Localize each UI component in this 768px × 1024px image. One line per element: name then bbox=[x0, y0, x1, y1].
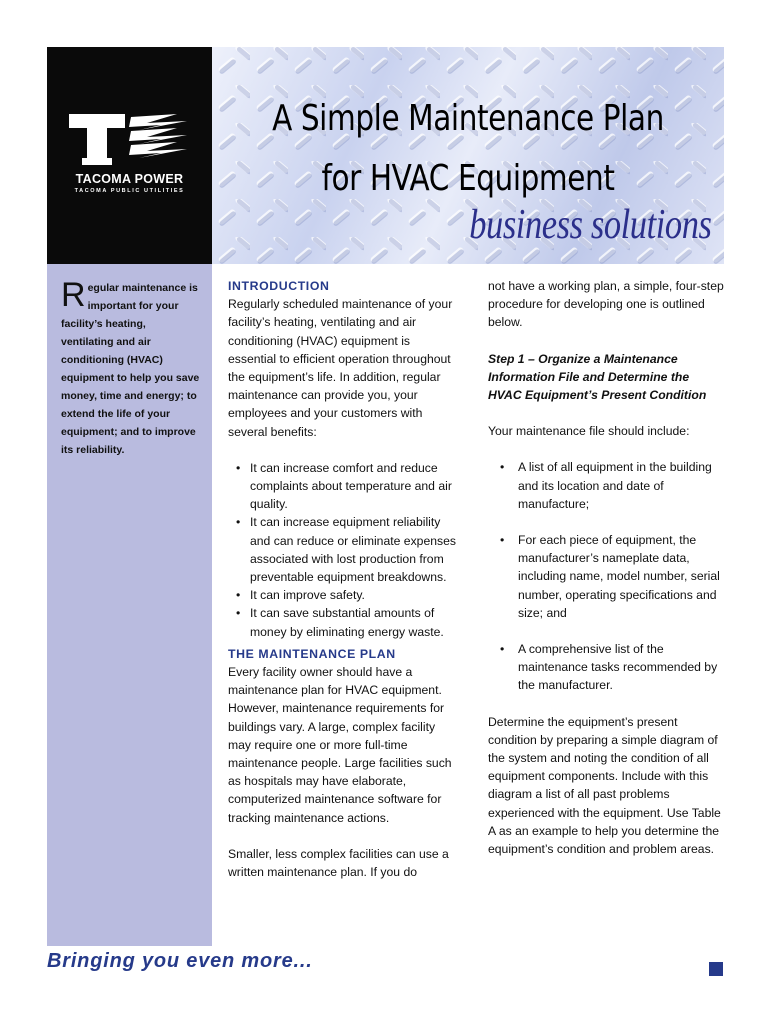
logo-name: TACOMA POWER bbox=[75, 172, 184, 186]
plan-paragraph-2: Smaller, less complex facilities can use a written maintenance plan. If you do bbox=[228, 846, 449, 880]
tagline: business solutions bbox=[469, 202, 712, 248]
list-item: • It can save substantial amounts of money by eliminating energy waste. bbox=[228, 604, 458, 640]
footer-square-icon bbox=[709, 962, 723, 976]
page-title-line2: for HVAC Equipment bbox=[321, 158, 615, 199]
continued-paragraph: not have a working plan, a simple, four-step procedure for developing one is outlined below. bbox=[488, 279, 724, 330]
column-2 bbox=[488, 277, 724, 858]
list-item: • It can improve safety. bbox=[228, 586, 458, 604]
column-1 bbox=[228, 277, 458, 881]
sidebar-summary bbox=[61, 276, 201, 459]
step-1-heading: Step 1 – Organize a Maintenance Information File and Determine the HVAC Equipment’s Present Condition bbox=[488, 351, 707, 403]
list-item: • It can increase comfort and reduce complaints about temperature and air quality. bbox=[228, 459, 458, 514]
file-intro: Your maintenance file should include: bbox=[488, 424, 690, 439]
dropcap: R bbox=[61, 276, 86, 314]
list-item: • A comprehensive list of the maintenance tasks recommended by the manufacturer. bbox=[488, 640, 724, 695]
intro-paragraph: Regularly scheduled maintenance of your facility’s heating, ventilating and air conditioning (HVAC) equipment is essential to efficient operation throughout the equipment’s life. In addition, regular maintenance can provide you, your employees and your customers with several benefits: bbox=[228, 297, 453, 439]
intro-heading: INTRODUCTION bbox=[228, 279, 330, 293]
page-title-line1: A Simple Maintenance Plan bbox=[272, 98, 664, 139]
list-item: • It can increase equipment reliability and can reduce or eliminate expenses associated with lost production from preventable equipment breakdowns. bbox=[228, 513, 458, 586]
sidebar-text: egular maintenance is important for your facility’s heating, ventilating and air conditioning (HVAC) equipment to help you save money, time and energy; to extend the life of your equipment; and to improve its reliability. bbox=[61, 282, 200, 456]
logo-subtitle: TACOMA PUBLIC UTILITIES bbox=[74, 188, 185, 194]
footer-slogan: Bringing you even more... bbox=[47, 950, 313, 972]
sidebar bbox=[47, 264, 212, 946]
benefits-list bbox=[228, 459, 458, 641]
logo-block bbox=[47, 47, 212, 264]
plan-heading: THE MAINTENANCE PLAN bbox=[228, 646, 396, 661]
tacoma-power-logo-icon bbox=[69, 114, 191, 166]
condition-paragraph: Determine the equipment’s present condition by preparing a simple diagram of the system and noting the condition of all equipment components. Include with this diagram a list of all past problems experienced with the equipment. Use Table A as an example to help you determine the equipment’s condition and problem areas. bbox=[488, 714, 721, 857]
plan-paragraph-1: Every facility owner should have a maintenance plan for HVAC equipment. However, maintenance requirements for buildings vary. A large, complex facility may require one or more full-time maintenance people. Large facilities such as hospitals may have elaborate, computerized maintenance software for tracking maintenance actions. bbox=[228, 665, 452, 825]
file-contents-list bbox=[488, 458, 724, 694]
list-item: • For each piece of equipment, the manufacturer’s nameplate data, including name, model number, serial number, operating specifications and size; and bbox=[488, 531, 724, 622]
list-item: • A list of all equipment in the building and its location and date of manufacture; bbox=[488, 458, 724, 513]
